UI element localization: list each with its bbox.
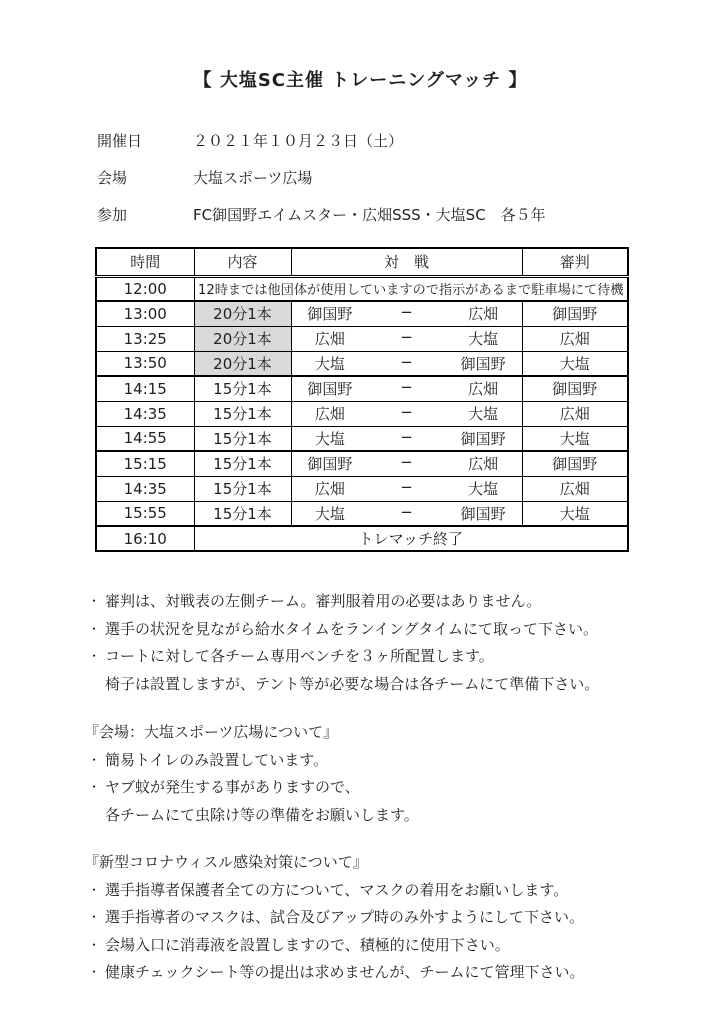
schedule-table xyxy=(95,247,629,552)
list-item-text: 健康チェックシート等の提出は求めませんが、チームにて管理下さい。 xyxy=(105,963,585,981)
vs-dash: − xyxy=(400,478,413,496)
list-item xyxy=(84,904,721,932)
list-item-text: 会場入口に消毒液を設置しますので、積極的に使用下さい。 xyxy=(105,935,510,954)
info-value: 大塩スポーツ広場 xyxy=(193,169,313,187)
list-item xyxy=(84,932,721,960)
venue-section-list xyxy=(84,747,721,830)
referee-cell: 御国野 xyxy=(522,451,628,476)
away-team: 御国野 xyxy=(460,504,506,523)
vs-dash: − xyxy=(400,403,413,421)
vs-dash: − xyxy=(400,352,413,371)
away-team: 大塩 xyxy=(468,405,499,423)
time-cell: 13:25 xyxy=(96,326,194,351)
away-team: 御国野 xyxy=(460,429,506,448)
time-cell: 13:00 xyxy=(96,301,194,326)
match-wrap xyxy=(292,328,522,349)
notice-cell: 12時までは他団体が使用していますので指示があるまで駐車場にて待機 xyxy=(194,276,628,301)
time-cell: 14:35 xyxy=(96,401,194,426)
referee-cell: 御国野 xyxy=(522,301,628,326)
home-team: 大塩 xyxy=(314,354,345,373)
list-item xyxy=(84,802,721,830)
vs-dash: − xyxy=(400,427,413,446)
home-team: 広畑 xyxy=(314,480,345,498)
home-team: 御国野 xyxy=(307,455,353,474)
duration-cell: 20分1本 xyxy=(194,326,291,351)
away-team: 広畑 xyxy=(468,380,499,399)
home-team: 御国野 xyxy=(307,380,353,399)
bullet-marker: ・ xyxy=(88,937,101,952)
home-team: 大塩 xyxy=(314,504,345,523)
home-team: 広畑 xyxy=(314,405,345,423)
vs-dash: − xyxy=(400,303,413,322)
list-item-text: 審判は、対戦表の左側チーム。審判服着用の必要はありません。 xyxy=(105,592,542,610)
bullet-marker: ・ xyxy=(88,780,101,794)
event-info-block xyxy=(97,130,721,226)
list-item xyxy=(84,747,721,775)
match-cell xyxy=(291,451,522,476)
info-label: 参加 xyxy=(97,206,128,224)
list-item-text: 各チームにて虫除け等の準備をお願いします。 xyxy=(105,805,419,824)
vs-dash: − xyxy=(400,502,413,521)
list-item xyxy=(84,616,721,644)
bullet-marker: ・ xyxy=(88,965,101,979)
list-item-text: コートに対して各チーム専用ベンチを３ヶ所配置します。 xyxy=(105,647,494,665)
schedule-row xyxy=(96,326,628,351)
list-item-text: 選手指導者のマスクは、試合及びアップ時のみ外すようにして下さい。 xyxy=(105,908,584,926)
list-item xyxy=(84,671,721,699)
duration-cell: 15分1本 xyxy=(194,401,291,426)
list-item-text: 選手の状況を見ながら給水タイムをランイングタイムにて取って下さい。 xyxy=(105,619,599,638)
duration-cell: 15分1本 xyxy=(194,451,291,476)
schedule-row xyxy=(96,401,628,426)
bullet-marker: ・ xyxy=(88,594,101,608)
bullet-marker: ・ xyxy=(88,752,101,767)
list-item xyxy=(84,588,721,616)
schedule-row xyxy=(96,276,628,301)
match-cell xyxy=(291,376,522,401)
away-team: 広畑 xyxy=(468,455,499,474)
match-wrap xyxy=(292,403,522,424)
duration-cell: 15分1本 xyxy=(194,476,291,501)
away-team: 広畑 xyxy=(468,305,499,324)
list-item xyxy=(84,959,721,987)
bullet-marker: ・ xyxy=(88,910,101,924)
list-item xyxy=(84,774,721,802)
match-wrap xyxy=(292,428,522,449)
match-cell xyxy=(291,326,522,351)
home-team: 御国野 xyxy=(307,305,353,324)
info-label: 会場 xyxy=(97,169,128,187)
schedule-row xyxy=(96,476,628,501)
column-header-referee: 審判 xyxy=(522,248,628,276)
time-cell: 13:50 xyxy=(96,351,194,376)
info-label: 開催日 xyxy=(97,132,143,150)
bullet-marker: ・ xyxy=(88,621,101,636)
home-team: 大塩 xyxy=(314,429,345,448)
home-team: 広畑 xyxy=(314,330,345,348)
column-header-time: 時間 xyxy=(96,248,194,276)
match-wrap xyxy=(292,378,522,399)
time-cell: 15:55 xyxy=(96,501,194,526)
schedule-row xyxy=(96,501,628,526)
vs-dash: − xyxy=(400,378,413,397)
away-team: 大塩 xyxy=(468,480,499,498)
schedule-row xyxy=(96,426,628,451)
list-item xyxy=(84,643,721,671)
match-wrap xyxy=(292,353,522,374)
list-item-text: ヤブ蚊が発生する事がありますので、 xyxy=(105,778,360,796)
list-item-text: 選手指導者保護者全ての方について、マスクの着用をお願いします。 xyxy=(105,880,569,899)
list-item-text: 椅子は設置しますが、テント等が必要な場合は各チームにて準備下さい。 xyxy=(105,674,600,693)
venue-section-title: 『会場：大塩スポーツ広場について』 xyxy=(84,723,339,741)
info-value: ２０２１年１０月２３日（土） xyxy=(193,132,404,150)
bullet-marker xyxy=(84,671,105,699)
vs-dash: − xyxy=(400,328,413,346)
bullet-marker xyxy=(84,802,105,830)
match-cell xyxy=(291,426,522,451)
end-cell: トレマッチ終了 xyxy=(194,526,628,551)
time-cell: 12:00 xyxy=(96,276,194,301)
referee-cell: 広畑 xyxy=(522,476,628,501)
covid-section-title: 『新型コロナウィスル感染対策について』 xyxy=(84,853,368,871)
info-row xyxy=(97,167,721,189)
schedule-row xyxy=(96,351,628,376)
column-header-match: 対 戦 xyxy=(291,248,522,276)
referee-cell: 大塩 xyxy=(522,426,628,451)
match-wrap xyxy=(292,478,522,499)
time-cell: 14:35 xyxy=(96,476,194,501)
duration-cell: 15分1本 xyxy=(194,501,291,526)
away-team: 御国野 xyxy=(460,354,506,373)
match-wrap xyxy=(292,503,522,524)
match-cell xyxy=(291,476,522,501)
info-value: FC御国野エイムスター・広畑SSS・大塩SC 各５年 xyxy=(193,206,546,224)
match-cell xyxy=(291,501,522,526)
schedule-table-body xyxy=(96,276,628,551)
referee-cell: 広畑 xyxy=(522,401,628,426)
covid-section xyxy=(84,849,721,987)
page-title: 【 大塩SC主催 トレーニングマッチ 】 xyxy=(193,70,528,91)
match-cell xyxy=(291,351,522,376)
list-item xyxy=(84,877,721,905)
bullet-marker: ・ xyxy=(88,882,101,897)
time-cell: 16:10 xyxy=(96,526,194,551)
info-row xyxy=(97,204,721,226)
duration-cell: 15分1本 xyxy=(194,376,291,401)
schedule-table-header-row xyxy=(96,248,628,276)
time-cell: 14:15 xyxy=(96,376,194,401)
schedule-row xyxy=(96,376,628,401)
duration-cell: 15分1本 xyxy=(194,426,291,451)
vs-dash: − xyxy=(400,453,413,472)
duration-cell: 20分1本 xyxy=(194,301,291,326)
info-row xyxy=(97,130,721,152)
referee-cell: 御国野 xyxy=(522,376,628,401)
duration-cell: 20分1本 xyxy=(194,351,291,376)
match-cell xyxy=(291,401,522,426)
covid-section-list xyxy=(84,877,721,987)
schedule-row xyxy=(96,301,628,326)
referee-cell: 大塩 xyxy=(522,501,628,526)
referee-cell: 広畑 xyxy=(522,326,628,351)
time-cell: 15:15 xyxy=(96,451,194,476)
venue-section xyxy=(84,719,721,829)
schedule-row xyxy=(96,526,628,551)
time-cell: 14:55 xyxy=(96,426,194,451)
column-header-content: 内容 xyxy=(194,248,291,276)
away-team: 大塩 xyxy=(468,330,499,348)
match-wrap xyxy=(292,453,522,474)
bullet-marker: ・ xyxy=(88,649,101,663)
general-notes-list xyxy=(84,588,721,698)
schedule-row xyxy=(96,451,628,476)
list-item-text: 簡易トイレのみ設置しています。 xyxy=(105,750,329,769)
referee-cell: 大塩 xyxy=(522,351,628,376)
match-cell xyxy=(291,301,522,326)
match-wrap xyxy=(292,303,522,324)
